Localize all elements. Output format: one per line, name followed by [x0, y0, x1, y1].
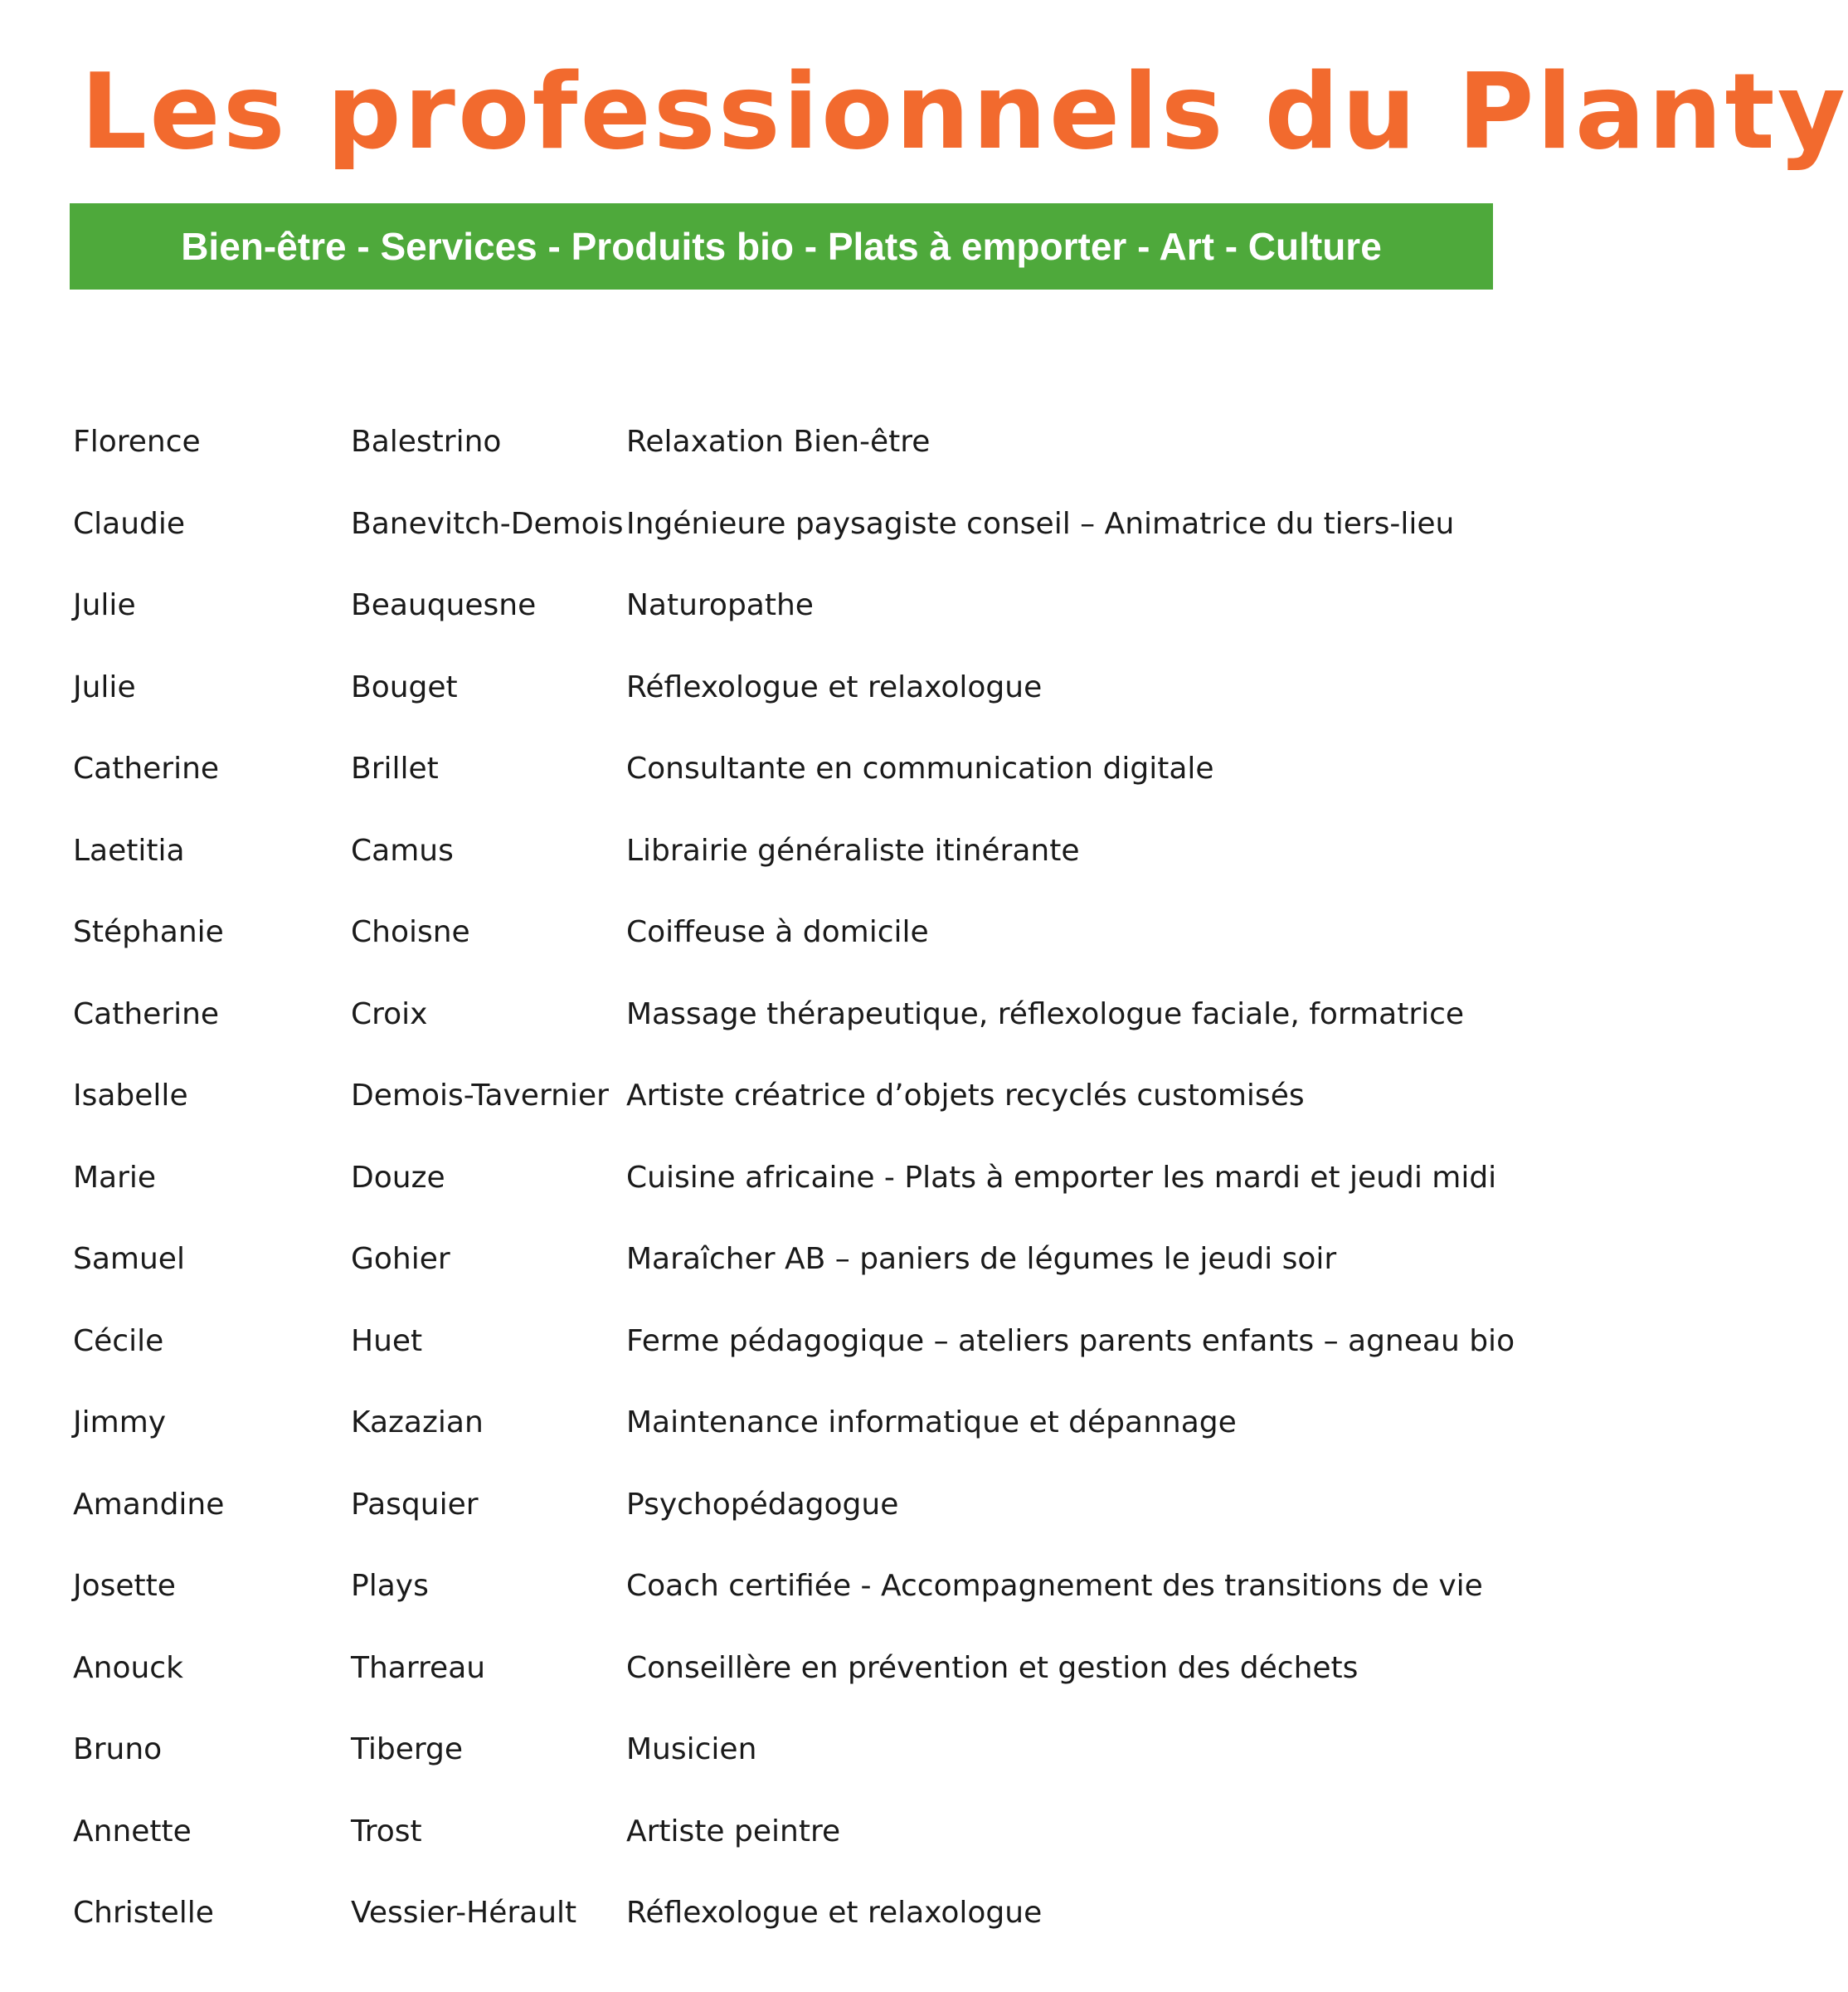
- first-name: Jimmy: [73, 1405, 167, 1439]
- last-name: Camus: [351, 833, 454, 868]
- last-name: Vessier-Hérault: [351, 1896, 577, 1930]
- first-name: Julie: [73, 588, 136, 622]
- first-name: Claudie: [73, 506, 186, 541]
- first-name: Josette: [73, 1569, 176, 1603]
- professionals-list: [73, 415, 1533, 1968]
- list-item: [73, 824, 1533, 906]
- first-name: Bruno: [73, 1732, 163, 1766]
- profession: Artiste peintre: [626, 1814, 841, 1848]
- profession: Relaxation Bien-être: [626, 425, 931, 459]
- last-name: Plays: [351, 1569, 429, 1603]
- last-name: Choisne: [351, 915, 470, 949]
- first-name: Christelle: [73, 1896, 214, 1930]
- list-item: [73, 1395, 1533, 1478]
- list-item: [73, 1886, 1533, 1968]
- first-name: Isabelle: [73, 1079, 188, 1113]
- last-name: Tharreau: [351, 1650, 486, 1685]
- profession: Maraîcher AB – paniers de légumes le jeudi soir: [626, 1242, 1337, 1276]
- list-item: [73, 1232, 1533, 1314]
- first-name: Florence: [73, 425, 201, 459]
- list-item: [73, 660, 1533, 743]
- last-name: Demois-Tavernier: [351, 1079, 609, 1113]
- profession: Massage thérapeutique, réflexologue faciale, formatrice: [626, 996, 1465, 1031]
- list-item: [73, 1722, 1533, 1804]
- list-item: [73, 1559, 1533, 1641]
- last-name: Gohier: [351, 1242, 450, 1276]
- first-name: Marie: [73, 1160, 157, 1195]
- list-item: [73, 1641, 1533, 1723]
- profession: Consultante en communication digitale: [626, 752, 1214, 786]
- last-name: Trost: [351, 1814, 422, 1848]
- profession: Conseillère en prévention et gestion des déchets: [626, 1650, 1359, 1685]
- last-name: Beauquesne: [351, 588, 537, 622]
- category-banner: [70, 203, 1493, 290]
- profession: Librairie généraliste itinérante: [626, 833, 1080, 868]
- profession: Naturopathe: [626, 588, 814, 622]
- first-name: Annette: [73, 1814, 192, 1848]
- last-name: Tiberge: [351, 1732, 464, 1766]
- list-item: [73, 1804, 1533, 1887]
- category-banner-text: Bien-être - Services - Produits bio - Plats à emporter - Art - Culture: [181, 225, 1382, 268]
- last-name: Banevitch-Demois: [351, 506, 624, 541]
- last-name: Brillet: [351, 752, 439, 786]
- list-item: [73, 905, 1533, 987]
- list-item: [73, 1069, 1533, 1151]
- first-name: Catherine: [73, 752, 220, 786]
- first-name: Samuel: [73, 1242, 185, 1276]
- page-title: Les professionnels du Planty: [80, 51, 1848, 173]
- list-item: [73, 1478, 1533, 1560]
- first-name: Laetitia: [73, 833, 185, 868]
- profession: Ferme pédagogique – ateliers parents enfants – agneau bio: [626, 1323, 1515, 1358]
- list-item: [73, 497, 1533, 579]
- list-item: [73, 1314, 1533, 1396]
- last-name: Pasquier: [351, 1487, 479, 1522]
- first-name: Julie: [73, 670, 136, 704]
- last-name: Huet: [351, 1323, 423, 1358]
- profession: Psychopédagogue: [626, 1487, 899, 1522]
- last-name: Kazazian: [351, 1405, 484, 1439]
- profession: Maintenance informatique et dépannage: [626, 1405, 1237, 1439]
- profession: Réflexologue et relaxologue: [626, 670, 1043, 704]
- profession: Ingénieure paysagiste conseil – Animatrice du tiers-lieu: [626, 506, 1455, 541]
- list-item: [73, 415, 1533, 497]
- first-name: Catherine: [73, 996, 220, 1031]
- profession: Cuisine africaine - Plats à emporter les mardi et jeudi midi: [626, 1160, 1497, 1195]
- profession: Coach certifiée - Accompagnement des transitions de vie: [626, 1569, 1483, 1603]
- first-name: Cécile: [73, 1323, 164, 1358]
- last-name: Balestrino: [351, 425, 502, 459]
- last-name: Bouget: [351, 670, 458, 704]
- profession: Coiffeuse à domicile: [626, 915, 929, 949]
- list-item: [73, 1151, 1533, 1233]
- last-name: Douze: [351, 1160, 445, 1195]
- profession: Artiste créatrice d’objets recyclés customisés: [626, 1079, 1305, 1113]
- first-name: Anouck: [73, 1650, 183, 1685]
- first-name: Stéphanie: [73, 915, 224, 949]
- first-name: Amandine: [73, 1487, 225, 1522]
- list-item: [73, 578, 1533, 660]
- last-name: Croix: [351, 996, 428, 1031]
- profession: Musicien: [626, 1732, 757, 1766]
- list-item: [73, 987, 1533, 1069]
- profession: Réflexologue et relaxologue: [626, 1896, 1043, 1930]
- list-item: [73, 742, 1533, 824]
